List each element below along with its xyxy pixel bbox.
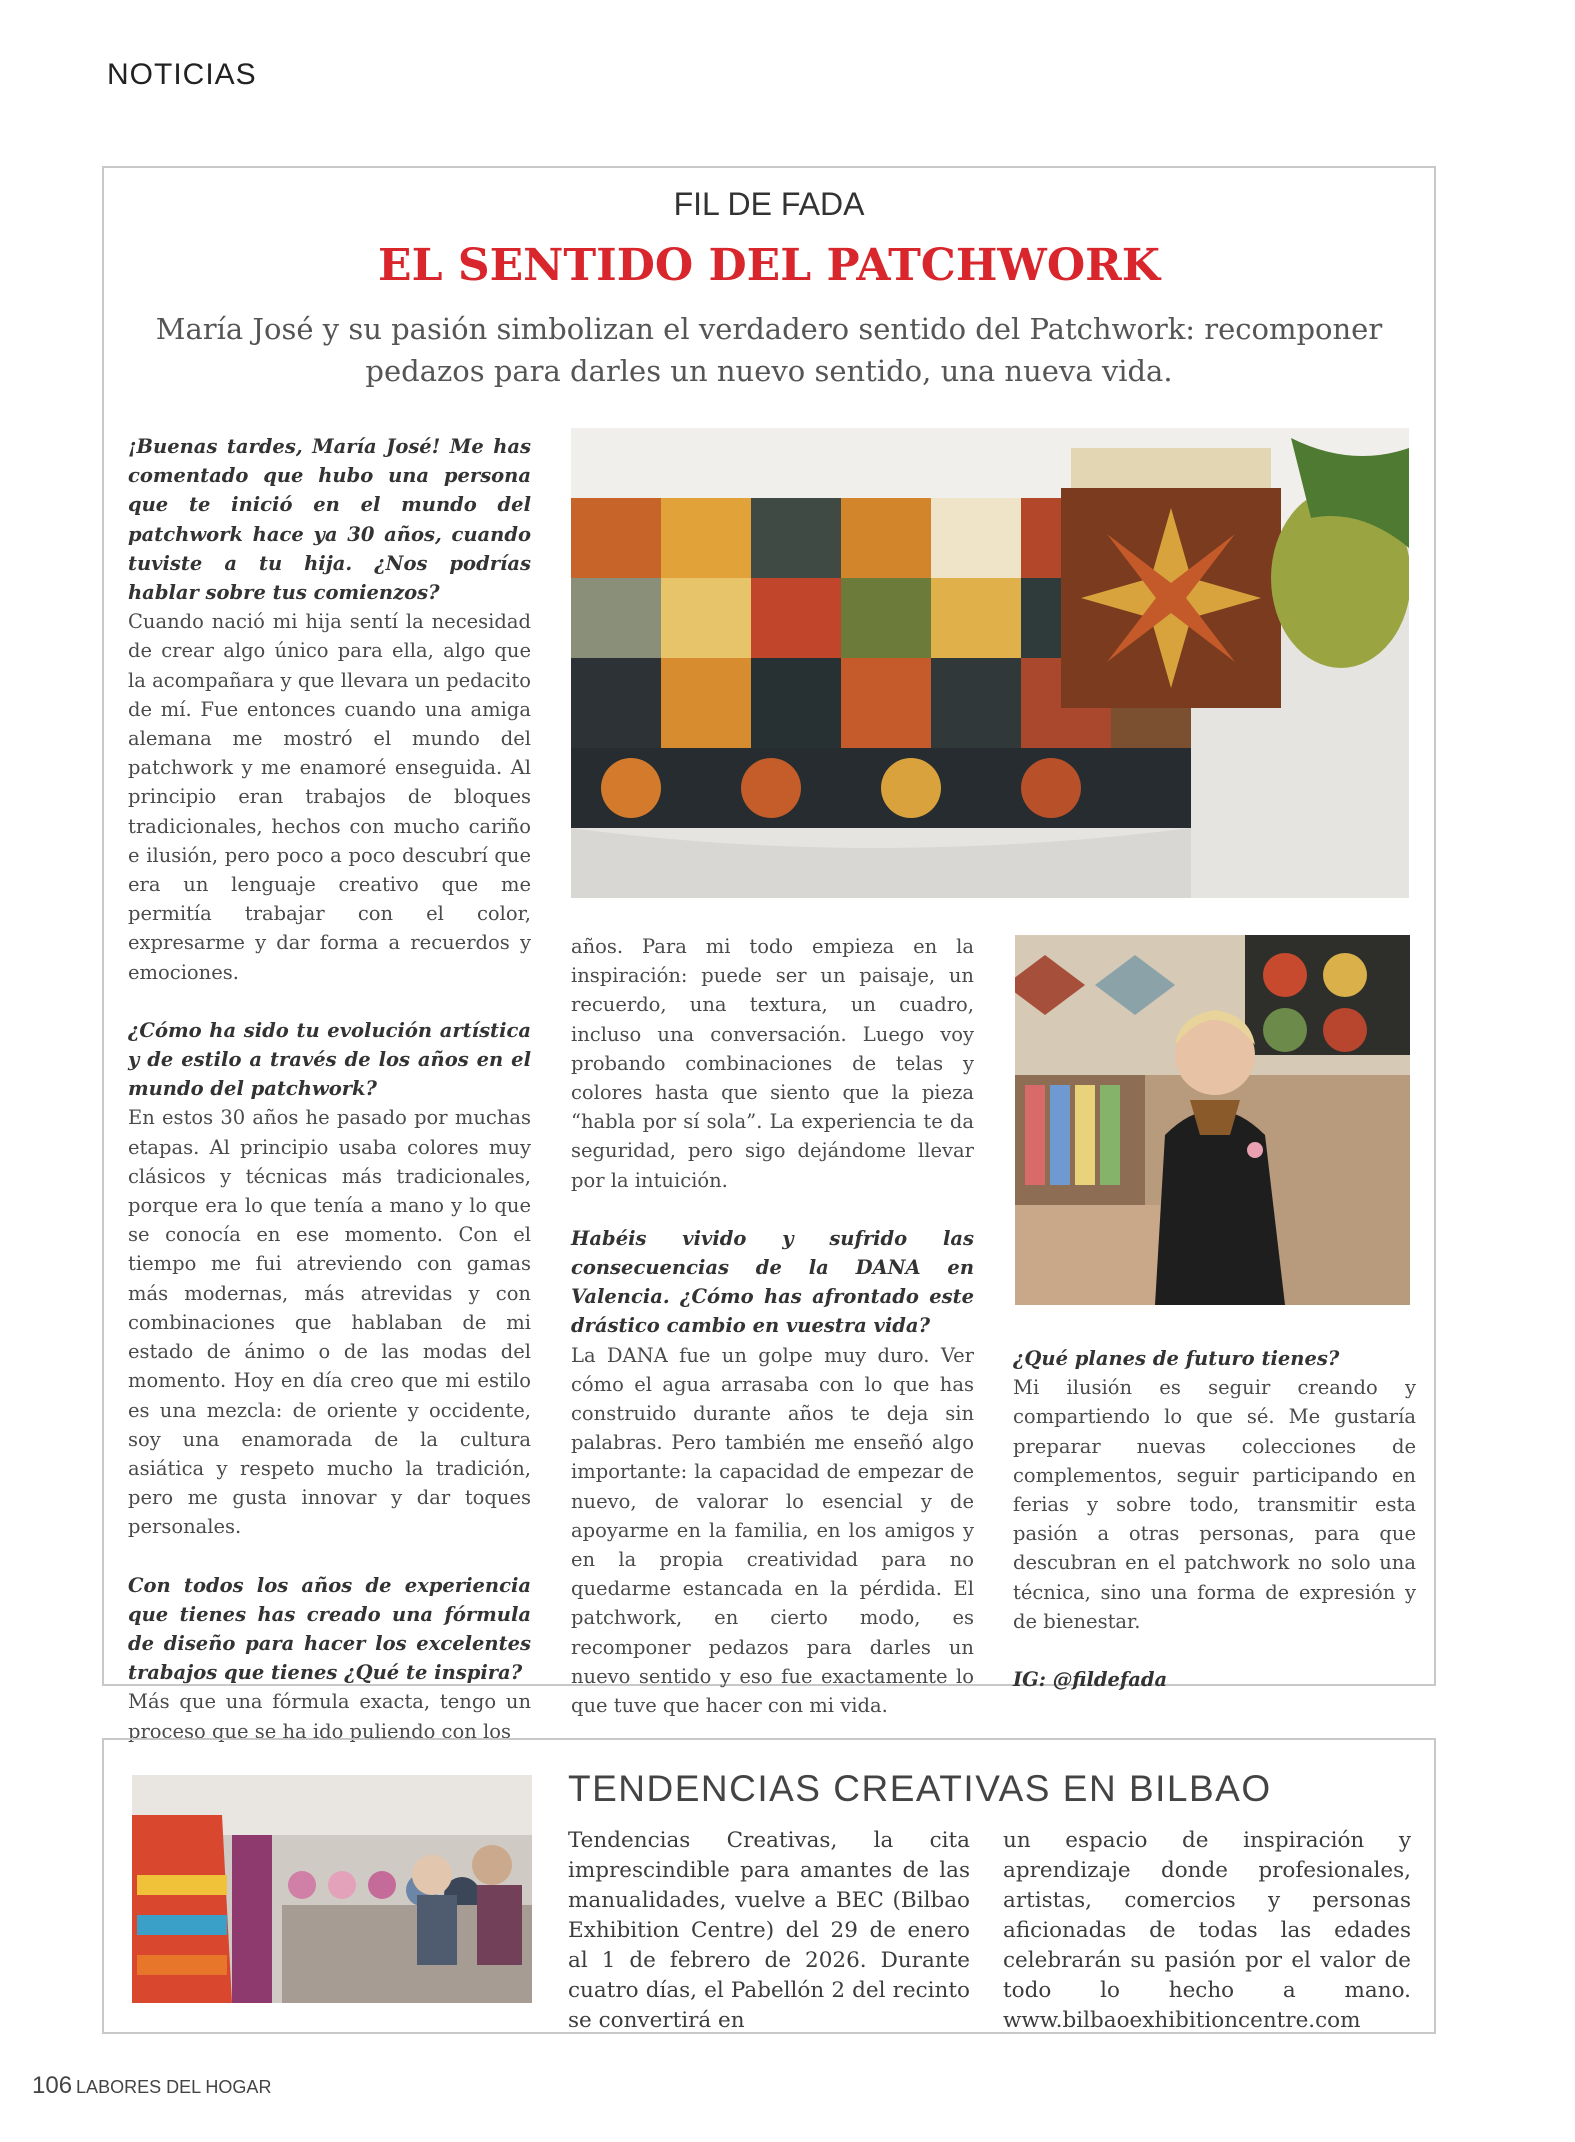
- article-subhead: María José y su pasión simbolizan el verdadero sentido del Patchwork: recomponer pedazos para darles un nuevo sentido, una nueva vida.: [155, 312, 1383, 388]
- portrait-photo: [1015, 935, 1410, 1305]
- instagram-handle[interactable]: IG: @fildefada: [1013, 1668, 1168, 1692]
- answer-5: Mi ilusión es seguir creando y compartiendo lo que sé. Me gustaría preparar nuevas colecciones de complementos, seguir participando en ferias y sobre todo, transmitir esta pasión a otras personas, para que descubran en el patchwork no solo una técnica, sino una forma de expresión y de bienestar.: [1013, 1376, 1416, 1633]
- page-number: 106: [32, 2072, 73, 2099]
- section-label: NOTICIAS: [107, 58, 257, 91]
- article-headline: EL SENTIDO DEL PATCHWORK: [378, 240, 1160, 291]
- question-2: ¿Cómo ha sido tu evolución artística y de estilo a través de los años en el mundo del patchwork?: [128, 1018, 531, 1101]
- answer-3-continued: años. Para mi todo empieza en la inspiración: puede ser un paisaje, un recuerdo, una textura, un cuadro, incluso una conversación. Luego voy probando combinaciones de telas y colores hasta que siento que la pieza “habla por sí sola”. La experiencia te da seguridad, pero sigo dejándome llevar por la intuición.: [571, 935, 974, 1192]
- trends-title: TENDENCIAS CREATIVAS EN BILBAO: [568, 1768, 1272, 1809]
- answer-1: Cuando nació mi hija sentí la necesidad de crear algo único para ella, algo que la acompañara y que llevara un pedacito de mí. Fue entonces cuando una amiga alemana me mostró el mundo del patchwork y me enamoré enseguida. Al principio eran trabajos de bloques tradicionales, hechos con mucho cariño e ilusión, pero poco a poco descubrí que era un lenguaje creativo que me permitía trabajar con el color, expresarme y dar forma a recuerdos y emociones.: [128, 610, 531, 984]
- question-3: Con todos los años de experiencia que tienes has creado una fórmula de diseño para hacer los excelentes trabajos que tienes ¿Qué te inspira?: [128, 1573, 531, 1685]
- magazine-name: LABORES DEL HOGAR: [76, 2077, 272, 2097]
- page-footer: [32, 2072, 271, 2100]
- answer-2: En estos 30 años he pasado por muchas etapas. Al principio usaba colores muy clásicos y técnicas más tradicionales, porque era lo que tenía a mano y lo que se conocía en ese momento. Con el tiempo me fui atreviendo con gamas más modernas, más atrevidas y con combinaciones que hablaban de mi estado de ánimo o de las modas del momento. Hoy en día creo que mi estilo es una mezcla: de oriente y occidente, soy una enamorada de la cultura asiática y respeto mucho la tradición, pero me gusta innovar y dar toques personales.: [128, 1106, 531, 1539]
- article-column-2: [571, 932, 974, 1720]
- answer-3-start: Más que una fórmula exacta, tengo un proceso que se ha ido puliendo con los: [128, 1690, 531, 1743]
- trends-column-1: Tendencias Creativas, la cita imprescindible para amantes de las manualidades, vuelve a BEC (Bilbao Exhibition Centre) del 29 de enero al 1 de febrero de 2026. Durante cuatro días, el Pabellón 2 del recinto se convertirá en: [568, 1828, 970, 2033]
- trends-column-2: un espacio de inspiración y aprendizaje donde profesionales, artistas, comercios y personas aficionadas de todas las edades celebrarán su pasión por el valor de todo lo hecho a mano. www.bilbaoexhibitioncentre.com: [1003, 1828, 1411, 2033]
- article-kicker: FIL DE FADA: [673, 186, 865, 222]
- article-column-3: [1013, 1344, 1416, 1694]
- question-5: ¿Qué planes de futuro tienes?: [1013, 1347, 1340, 1370]
- quilt-photo: [571, 428, 1409, 898]
- answer-4: La DANA fue un golpe muy duro. Ver cómo el agua arrasaba con lo que has construido durante años te deja sin palabras. Pero también me enseñó algo importante: la capacidad de empezar de nuevo, de valorar lo esencial y de apoyarme en la familia, en los amigos y en la propia creatividad para no quedarme estancada en la pérdida. El patchwork, en cierto modo, es recomponer pedazos para darles un nuevo sentido y eso fue exactamente lo que tuve que hacer con mi vida.: [571, 1343, 974, 1718]
- question-1: ¡Buenas tardes, María José! Me has comentado que hubo una persona que te inició en el mundo del patchwork hace ya 30 años, cuando tuviste a tu hija. ¿Nos podrías hablar sobre tus comienzos?: [128, 435, 531, 605]
- article-column-1: [128, 432, 531, 1746]
- question-4: Habéis vivido y sufrido las consecuencias de la DANA en Valencia. ¿Cómo has afrontado este drástico cambio en vuestra vida?: [571, 1226, 974, 1338]
- fair-photo: [132, 1775, 532, 2003]
